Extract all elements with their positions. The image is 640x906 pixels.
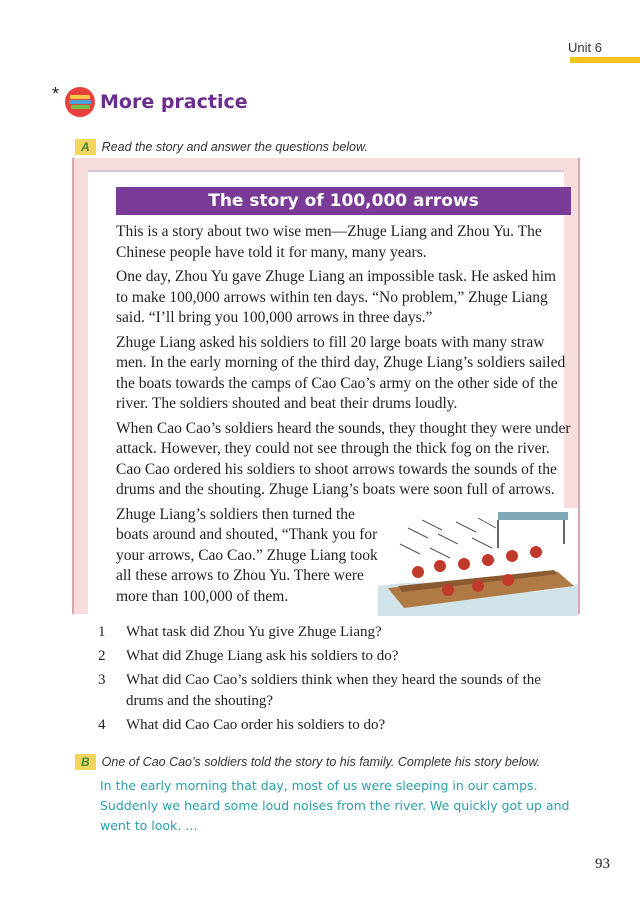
section-title: More practice <box>100 91 248 113</box>
story-paragraph-5: Zhuge Liang’s soldiers then turned the boats around and shouted, “Thank you for your arrows, Cao Cao.” Zhuge Liang took all these arrows to Zhou Yu. There were more than 100,000 of them. <box>116 505 378 605</box>
story-paragraph-3: Zhuge Liang asked his soldiers to fill 20 large boats with many straw men. In the early morning of the third day, Zhuge Liang’s soldiers sailed the boats towards the camps of Cao Cao’s army on the other side of the river. The soldiers shouted and beat their drums loudly. <box>116 333 566 412</box>
page-number: 93 <box>595 856 610 872</box>
question-text: What did Cao Cao order his soldiers to do? <box>126 717 386 733</box>
question-item <box>98 622 568 643</box>
boats-arrows-illustration <box>378 508 578 616</box>
story-page <box>88 170 571 614</box>
question-item <box>98 715 568 736</box>
question-number: 1 <box>98 624 106 640</box>
unit-accent-bar <box>570 57 640 63</box>
story-paragraph-4: When Cao Cao’s soldiers heard the sounds, they thought they were under attack. However, they could not see through the thick fog on the river. Cao Cao ordered his soldiers to shoot arrows towards the sounds of the drums and the shouting. Zhuge Liang’s boats were soon full of arrows. <box>116 419 571 498</box>
questions-list <box>98 622 568 739</box>
question-number: 2 <box>98 648 106 664</box>
part-b-tag: B <box>75 754 96 770</box>
part-a-instruction-row <box>75 139 368 155</box>
question-item <box>98 670 568 712</box>
question-text: What did Zhuge Liang ask his soldiers to do? <box>126 648 399 664</box>
part-b-answer: In the early morning that day, most of us were sleeping in our camps. Suddenly we heard some loud noises from the river. We quickly got up and went to look. … <box>100 778 570 833</box>
question-text: What task did Zhou Yu give Zhuge Liang? <box>126 624 382 640</box>
story-paragraph-2: One day, Zhou Yu gave Zhuge Liang an impossible task. He asked him to make 100,000 arrows within ten days. “No problem,” Zhuge Liang said. “I’ll bring you 100,000 arrows in three days.” <box>116 268 557 326</box>
question-text: What did Cao Cao’s soldiers think when they heard the sounds of the drums and the shouting? <box>126 672 541 709</box>
part-a-instruction: Read the story and answer the questions below. <box>101 140 368 154</box>
unit-label: Unit 6 <box>568 40 602 55</box>
asterisk-mark: * <box>52 84 60 104</box>
part-b-instruction-row <box>75 754 540 770</box>
books-icon <box>62 86 98 118</box>
story-box <box>72 158 580 614</box>
part-a-tag: A <box>75 139 96 155</box>
question-number: 3 <box>98 672 106 688</box>
question-number: 4 <box>98 717 106 733</box>
story-paragraph-1: This is a story about two wise men—Zhuge Liang and Zhou Yu. The Chinese people have told it for many, many years. <box>116 223 542 261</box>
question-item <box>98 646 568 667</box>
part-b-instruction: One of Cao Cao’s soldiers told the story to his family. Complete his story below. <box>101 755 541 769</box>
story-title: The story of 100,000 arrows <box>116 187 571 215</box>
